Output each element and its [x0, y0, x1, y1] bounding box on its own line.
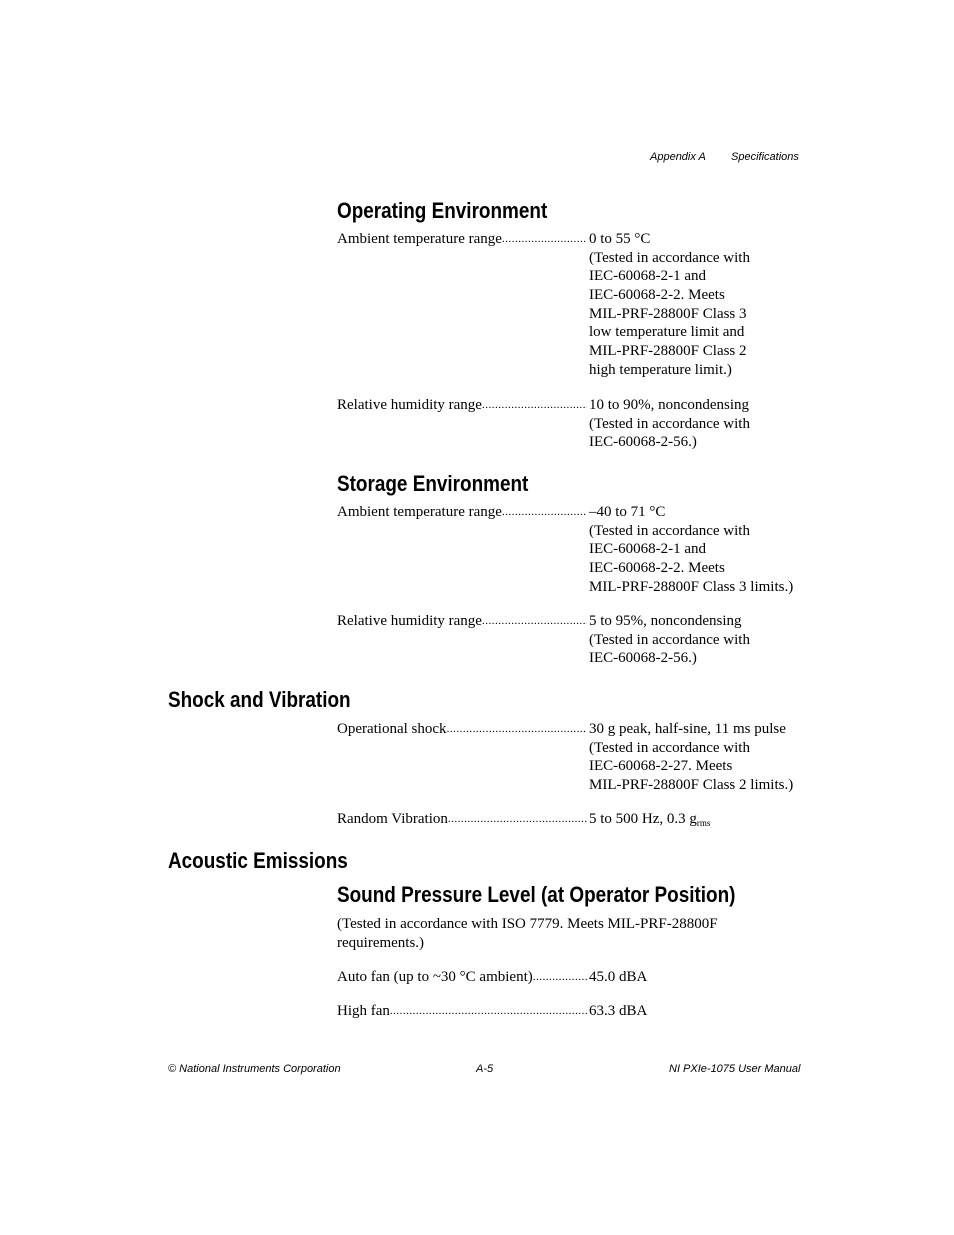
acoustic-note: (Tested in accordance with ISO 7779. Meets MIL-PRF-28800F requirements.)	[337, 916, 718, 951]
spec-label: High fan	[337, 1003, 390, 1019]
spec-value-line: IEC-60068-2-56.)	[589, 650, 697, 667]
dot-leader	[448, 810, 587, 829]
spec-value-line: –40 to 71 °C	[589, 504, 666, 520]
spec-label: Auto fan (up to ~30 °C ambient)	[337, 969, 533, 985]
spec-value-line: 0 to 55 °C	[589, 231, 651, 247]
spec-value	[589, 503, 807, 596]
dot-leader	[447, 720, 587, 739]
dot-leader	[502, 230, 587, 249]
spec-value-line: IEC-60068-2-2. Meets	[589, 287, 725, 304]
acoustic-emissions-heading: Acoustic Emissions	[168, 848, 348, 873]
spec-value-line: IEC-60068-2-27. Meets	[589, 758, 733, 775]
header-section: Specifications	[731, 151, 799, 163]
spec-value	[589, 1002, 807, 1021]
spec-value-line: 45.0 dBA	[589, 969, 648, 985]
spec-value-line: 10 to 90%, noncondensing	[589, 397, 749, 413]
footer-page-number: A-5	[476, 1063, 494, 1075]
spec-value-line: (Tested in accordance with	[589, 249, 750, 266]
dot-leader	[390, 1002, 587, 1021]
footer-manual-title: NI PXIe-1075 User Manual	[669, 1063, 801, 1075]
spec-value-line: IEC-60068-2-1 and	[589, 541, 707, 558]
storage-environment-heading: Storage Environment	[337, 471, 529, 496]
spec-value	[589, 968, 807, 987]
footer-copyright: © National Instruments Corporation	[168, 1063, 341, 1075]
spec-label: Ambient temperature range	[337, 231, 502, 247]
spec-label: Relative humidity range	[337, 397, 482, 413]
dot-leader	[482, 612, 587, 631]
spec-value-line: MIL-PRF-28800F Class 2	[589, 343, 747, 360]
spec-value	[589, 720, 807, 795]
spec-value-line: IEC-60068-2-56.)	[589, 434, 697, 451]
header-appendix: Appendix A	[650, 151, 706, 163]
spec-value	[589, 612, 807, 668]
spec-value	[589, 230, 807, 380]
spec-value-line: 63.3 dBA	[589, 1003, 648, 1019]
spec-value-line: IEC-60068-2-1 and	[589, 268, 707, 285]
spec-value-line: MIL-PRF-28800F Class 2 limits.)	[589, 777, 794, 794]
spec-value	[589, 810, 807, 829]
spec-value-line: 5 to 95%, noncondensing	[589, 613, 742, 629]
spec-value-line: IEC-60068-2-2. Meets	[589, 560, 725, 577]
dot-leader	[533, 968, 587, 987]
operating-environment-heading: Operating Environment	[337, 198, 548, 223]
dot-leader	[502, 503, 587, 522]
spec-label: Operational shock	[337, 721, 447, 737]
spec-value-line: low temperature limit and	[589, 324, 745, 341]
spec-value-line: (Tested in accordance with	[589, 522, 750, 539]
spec-label: Ambient temperature range	[337, 504, 502, 520]
spec-value-line: (Tested in accordance with	[589, 739, 750, 756]
spec-value-line: 30 g peak, half-sine, 11 ms pulse	[589, 721, 786, 737]
spec-value-line: (Tested in accordance with	[589, 415, 750, 432]
shock-vibration-heading: Shock and Vibration	[168, 687, 351, 712]
spec-value-line: MIL-PRF-28800F Class 3 limits.)	[589, 578, 794, 595]
dot-leader	[482, 396, 587, 415]
spec-value-subscript: rms	[696, 818, 711, 828]
spec-value-line: (Tested in accordance with	[589, 631, 750, 648]
sound-pressure-level-heading: Sound Pressure Level (at Operator Position)	[337, 882, 736, 907]
spec-value-line: MIL-PRF-28800F Class 3	[589, 305, 747, 322]
spec-label: Random Vibration	[337, 811, 448, 827]
spec-value-text: 5 to 500 Hz, 0.3 g	[589, 811, 697, 827]
spec-value-line: high temperature limit.)	[589, 361, 732, 378]
spec-label: Relative humidity range	[337, 613, 482, 629]
spec-value	[589, 396, 807, 452]
